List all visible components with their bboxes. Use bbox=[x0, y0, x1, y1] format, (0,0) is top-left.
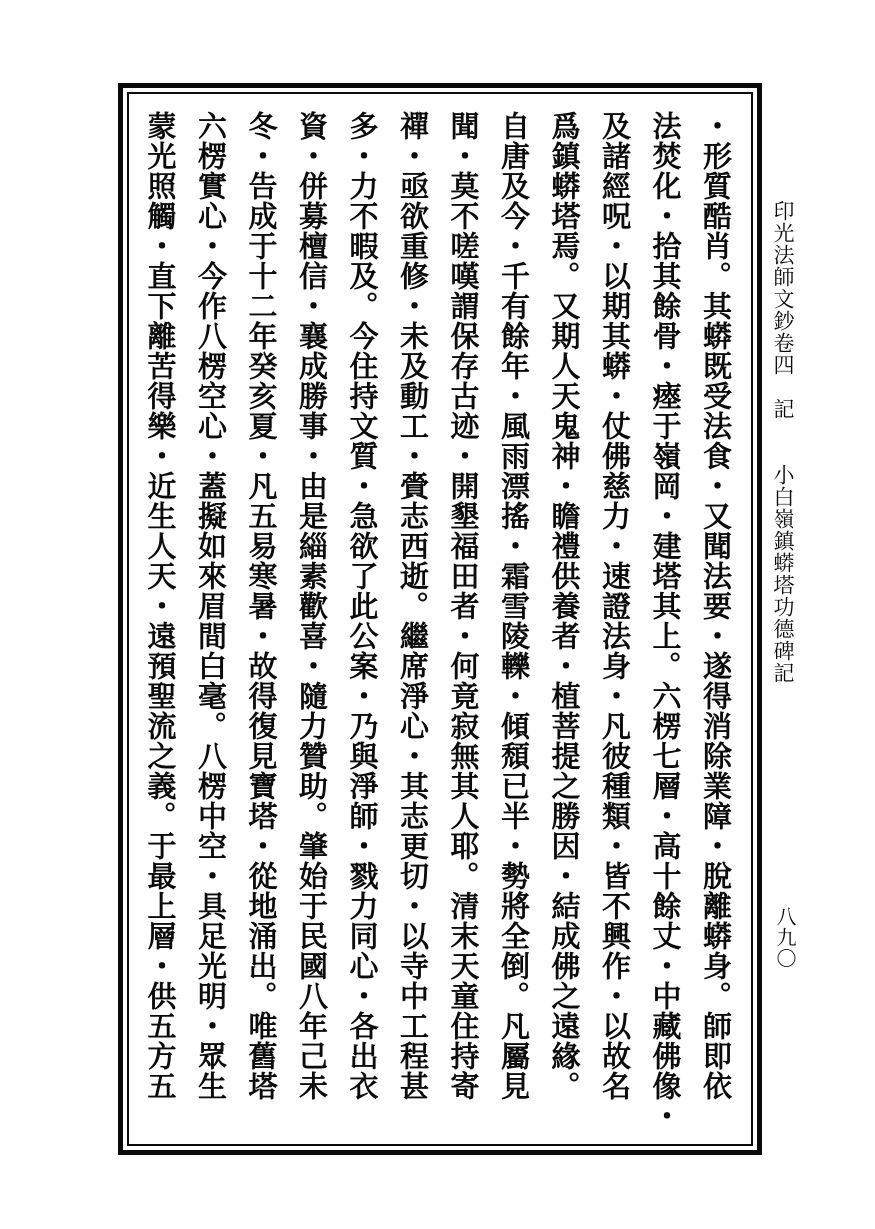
page-border-frame bbox=[118, 83, 762, 1155]
text-column: 資・併募檀信・襄成勝事・由是緇素歡喜・隨力贊助。肇始于民國八年己未 bbox=[295, 111, 329, 1101]
text-column: 多・力不暇及。今住持文質・急欲了此公案・乃與淨師・戮力同心・各出衣 bbox=[345, 111, 380, 1101]
text-column: ・形質酷肖。其蟒既受法食・又聞法要・遂得消除業障・脫離蟒身。師即依 bbox=[699, 111, 733, 1101]
text-column: 及諸經呪・以期其蟒・仗佛慈力・速證法身・凡彼種類・皆不興作・以故名 bbox=[598, 111, 632, 1101]
page-number: 八九〇 bbox=[773, 906, 797, 969]
page-border-inner-rule bbox=[127, 92, 753, 1146]
text-column: 爲鎮蟒塔焉。又期人天鬼神・瞻禮供養者・植菩提之勝因・結成佛之遠緣。 bbox=[547, 111, 582, 1101]
text-column: 聞・莫不嗟嘆謂保存古迹・開墾福田者・何竟寂無其人耶。清末天童住持寄 bbox=[446, 111, 481, 1101]
main-text-block bbox=[129, 94, 751, 1144]
text-column: 自唐及今・千有餘年・風雨漂搖・霜雪陵轢・傾頹已半・勢將全倒。凡屬見 bbox=[497, 111, 531, 1101]
running-title: 印光法師文鈔卷四 記 小白嶺鎮蟒塔功德碑記 bbox=[771, 200, 795, 684]
text-column: 冬・告成于十二年癸亥夏・凡五易寒暑・故得復見寶塔・從地涌出。唯舊塔 bbox=[244, 111, 279, 1101]
text-column: 蒙光照觸・直下離苦得樂・近生人天・遠預聖流之義。于最上層・供五方五 bbox=[143, 111, 178, 1101]
text-column: 法焚化・拾其餘骨・瘞于嶺岡・建塔其上。六楞七層・高十餘丈・中藏佛像・ bbox=[648, 111, 683, 1131]
text-column: 六楞實心・今作八楞空心・蓋擬如來眉間白毫。八楞中空・具足光明・眾生 bbox=[194, 111, 228, 1101]
text-column: 禪・亟欲重修・未及動工・賫志西逝。繼席淨心・其志更切・以寺中工程甚 bbox=[396, 111, 430, 1101]
